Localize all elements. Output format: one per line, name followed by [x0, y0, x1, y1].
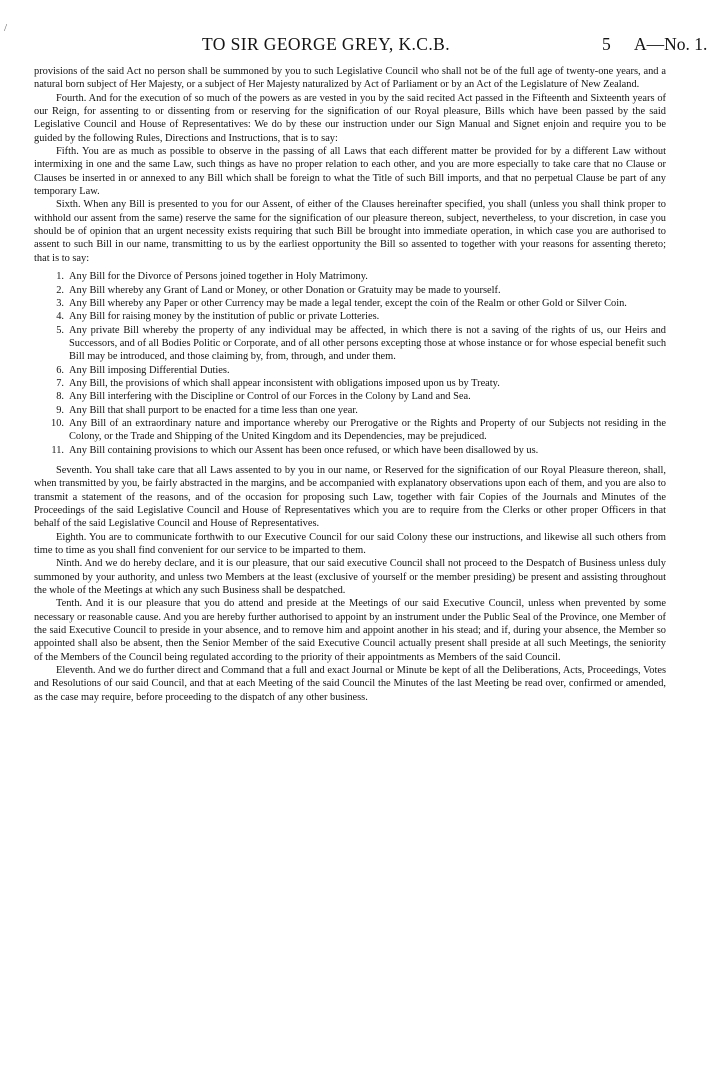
- paragraph-continuation: provisions of the said Act no person shall be summoned by you to such Legislative Council who shall not be of the full age of twenty-one years, and a natural born subject of Her Majesty, or a subject of Her Majesty naturalized by Act of Parliament or by an Act of the Legislature of New Zealand.: [34, 66, 666, 91]
- paragraph-fifth: Fifth. You are as much as possible to observe in the passing of all Laws that each different matter be provided for by a different Law without intermixing in one and the same Law, such things as have no proper relation to each other, and you are more especially to take care that no Clause or Clauses be inserted in or annexed to any Bill which shall be foreign to what the Title of such Bill imports, and that no perpetual Clause be part of any temporary Law.: [34, 146, 666, 198]
- margin-mark: /: [4, 22, 8, 34]
- list-item: [34, 297, 666, 310]
- list-item-number: 3.: [56, 297, 64, 309]
- list-item: [34, 444, 666, 457]
- document-body: [34, 65, 666, 704]
- list-item-text: Any Bill, the provisions of which shall appear inconsistent with obligations imposed upon us by Treaty.: [69, 377, 500, 389]
- list-item: [34, 364, 666, 377]
- list-item: [34, 270, 666, 283]
- list-item: [34, 404, 666, 417]
- list-item-text: Any private Bill whereby the property of any individual may be affected, in which there is not a saving of the rights of us, our Heirs and Successors, and of all Bodies Politic or Corporate, and of all other persons excepting those at whose instance or for whose especial benefit such Bill may be introduced, and those claiming by, from, through, and under them.: [69, 324, 667, 363]
- list-item: [34, 390, 666, 403]
- list-item: [34, 284, 666, 297]
- list-item-text: Any Bill that shall purport to be enacted for a time less than one year.: [69, 404, 358, 416]
- list-item-text: Any Bill interfering with the Discipline or Control of our Forces in the Colony by Land and Sea.: [69, 391, 471, 403]
- page-title: TO SIR GEORGE GREY, K.C.B.: [202, 34, 450, 54]
- list-item-text: Any Bill for the Divorce of Persons joined together in Holy Matrimony.: [69, 271, 368, 283]
- list-item-number: 9.: [56, 404, 64, 416]
- list-item-number: 5.: [56, 324, 64, 336]
- paragraph-eighth: Eighth. You are to communicate forthwith to our Executive Council for our said Colony these our instructions, and likewise all such others from time to time as you shall find convenient for our service to be imparted to them.: [34, 531, 666, 557]
- list-item-number: 8.: [56, 391, 64, 403]
- list-item-number: 1.: [56, 271, 64, 283]
- paragraph-eleventh: Eleventh. And we do further direct and Command that a full and exact Journal or Minute be kept of all the Deliberations, Acts, Proceedings, Votes and Resolutions of our said Council, and that at each Meeting of the said Council the Minutes of the last Meeting be read over, confirmed or amended, as the case may require, before proceeding to the dispatch of any other business.: [34, 665, 666, 703]
- paragraph-sixth: Sixth. When any Bill is presented to you for our Assent, of either of the Clauses hereinafter specified, you shall (unless you shall think proper to withhold our assent from the same) reserve the same for the signification of our pleasure thereon, subject, nevertheless, to your discretion, in case you should be of opinion that an urgent necessity exists requiring that such Bill be brought into immediate operation, in which case you are authorised to assent to such Bill in our name, transmitting to us by the earliest opportunity the Bill so assented to together with your reasons for assenting thereto; that is to say:: [34, 199, 666, 264]
- bill-list: [34, 270, 666, 457]
- list-item-text: Any Bill whereby any Grant of Land or Money, or other Donation or Gratuity may be made to yourself.: [69, 284, 501, 296]
- list-item-text: Any Bill imposing Differential Duties.: [69, 364, 230, 376]
- list-item-text: Any Bill for raising money by the institution of public or private Lotteries.: [69, 311, 380, 323]
- list-item-number: 4.: [56, 311, 64, 323]
- list-item: [34, 324, 666, 364]
- list-item-text: Any Bill whereby any Paper or other Currency may be made a legal tender, except the coin of the Realm or other Gold or Silver Coin.: [69, 297, 627, 309]
- list-item-number: 11.: [51, 444, 64, 456]
- list-item: [34, 310, 666, 323]
- list-item: [34, 377, 666, 390]
- page-number: 5: [602, 34, 611, 54]
- paragraph-seventh: Seventh. You shall take care that all Laws assented to by you in our name, or Reserved for the signification of our Royal Pleasure thereon, shall, when transmitted by you, be fairly abstracted in the margins, and be accompanied with explanatory observations upon each of them, and you are also to transmit a statement of the reasons, and of the occasion for proposing such Law, together with fair Copies of the Journals and Minutes of the Proceedings of the said Legislative Council and House of Representatives which you are to require from the Clerks or other proper Officers in that behalf of the said Legislative Council and House of Representatives.: [34, 464, 666, 530]
- paragraph-ninth: Ninth. And we do hereby declare, and it is our pleasure, that our said executive Council shall not proceed to the Despatch of Business unless duly summoned by your authority, and unless two Members at the least (exclusive of yourself or the member presiding) be present and assisting throughout the whole of the Meetings at which any such Business shall be despatched.: [34, 558, 666, 597]
- list-item-number: 2.: [56, 284, 64, 296]
- list-item-number: 10.: [51, 417, 64, 429]
- document-series-number: A—No. 1.: [634, 34, 707, 54]
- list-item-text: Any Bill containing provisions to which our Assent has been once refused, or which have been disallowed by us.: [69, 444, 539, 456]
- list-item-number: 6.: [56, 364, 64, 376]
- list-item: [34, 417, 666, 444]
- list-item-number: 7.: [56, 377, 64, 389]
- list-item-text: Any Bill of an extraordinary nature and importance whereby our Prerogative or the Rights and Property of our Subjects not residing in the Colony, or the Trade and Shipping of the United Kingdom and its Dependencies, may be prejudiced.: [69, 417, 666, 443]
- page-header: [34, 34, 707, 58]
- paragraph-fourth: Fourth. And for the execution of so much of the powers as are vested in you by the said recited Act passed in the Fifteenth and Sixteenth years of our Reign, for assenting to or dissenting from or reserving for the signification of our Royal pleasure, Bills which have been passed by the said Legislative Council and House of Representatives: We do by these our instruction under our Sign Manual and Signet enjoin and require you to be guided by the following Rules, Directions and Instructions, that is to say:: [34, 92, 666, 144]
- paragraph-tenth: Tenth. And it is our pleasure that you do attend and preside at the Meetings of our said Executive Council, unless when prevented by some necessary or reasonable cause. And you are hereby further authorised to appoint by an instrument under the Public Seal of the Province, one Member of the said Executive Council to preside in your absence, and to remove him and appoint another in his stead; and if, during your absence, the Member so appointed shall also be absent, then the Senior Member of the said Executive Council actually present shall preside at all such Meetings, the seniority of the Members of the Council being regulated according to the priority of their appointments as Members of the said Council.: [34, 598, 666, 663]
